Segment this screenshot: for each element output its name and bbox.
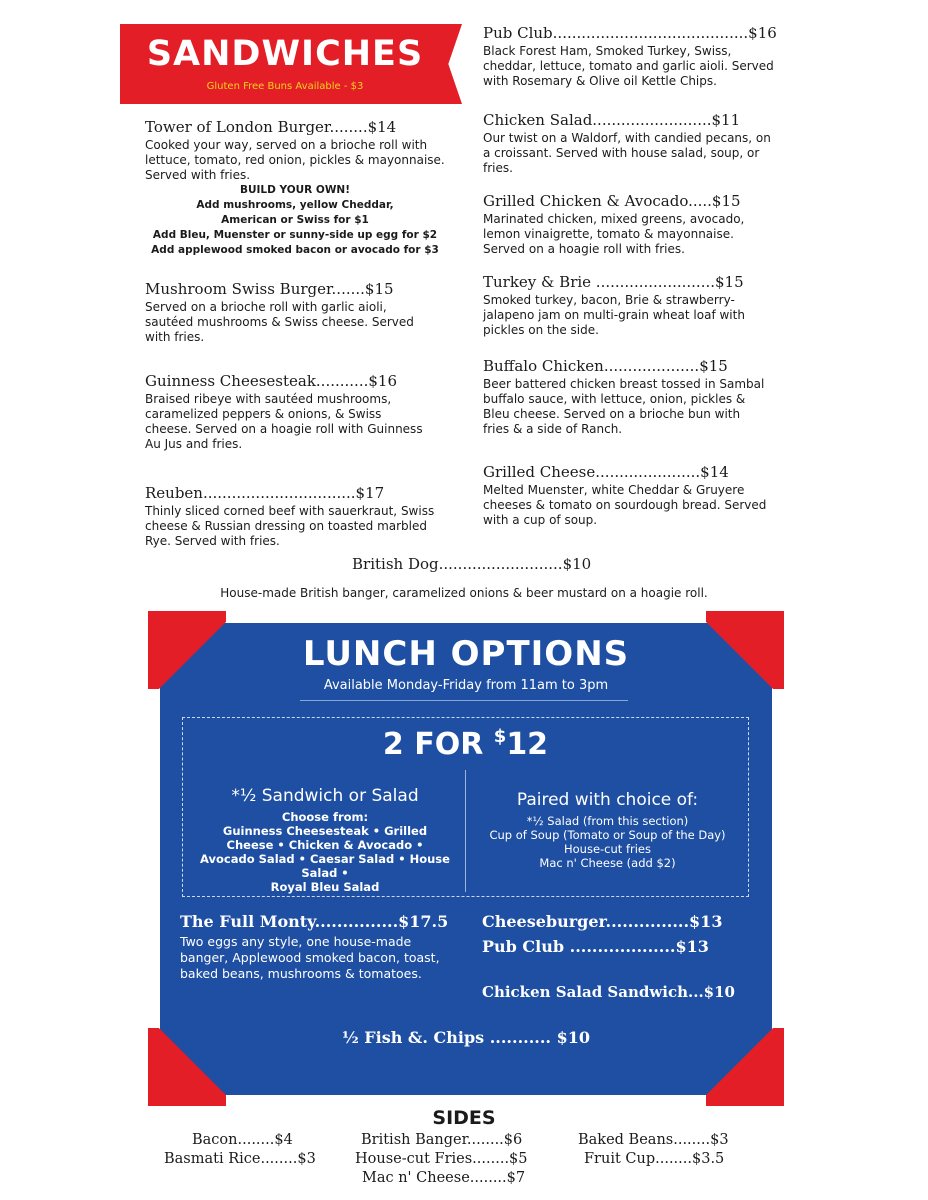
sandwiches-subtitle: Gluten Free Buns Available - $3 [206, 81, 364, 92]
lunch-title: LUNCH OPTIONS [302, 634, 630, 674]
menu-item-grilled-chicken-avocado [483, 192, 778, 257]
side-item: Basmati Rice........$3 [164, 1151, 316, 1167]
item-heading: Tower of London Burger........$14 [145, 118, 397, 136]
side-item: Fruit Cup........$3.5 [584, 1151, 725, 1167]
deal-left-line: Salad • [301, 866, 349, 880]
item-heading: Guinness Cheesesteak...........$16 [145, 372, 397, 390]
item-description: Smoked turkey, bacon, Brie & strawberry-jalapeno jam on multi-grain wheat loaf with pickles on the side. [483, 293, 745, 337]
side-item: Baked Beans........$3 [578, 1132, 729, 1148]
item-heading: Cheeseburger...............$13 [482, 912, 723, 931]
build-your-own-line: Add mushrooms, yellow Cheddar, [196, 199, 394, 211]
menu-item-full-monty [180, 912, 449, 982]
item-heading: British Dog..........................$10 [352, 555, 592, 573]
build-your-own-title: BUILD YOUR OWN! [239, 184, 350, 196]
item-description: Thinly sliced corned beef with sauerkraut, Swiss cheese & Russian dressing on toasted marbled Rye. Served with fries. [145, 504, 435, 548]
deal-left-title: *½ Sandwich or Salad [231, 786, 419, 806]
item-heading: Mushroom Swiss Burger.......$15 [145, 280, 394, 298]
item-heading: Reuben................................$17 [145, 484, 385, 502]
deal-right-title: Paired with choice of: [516, 790, 699, 810]
sides-title: SIDES [432, 1107, 496, 1129]
item-description: Melted Muenster, white Cheddar & Gruyere cheeses & tomato on sourdough bread. Served with a cup of soup. [483, 483, 767, 527]
item-heading: Buffalo Chicken....................$15 [483, 357, 728, 375]
deal-left-line: Royal Bleu Salad [270, 880, 380, 894]
menu-item-chicken-salad [483, 111, 778, 176]
deal-left-line: Avocado Salad • Caesar Salad • House [200, 852, 450, 866]
item-description: Beer battered chicken breast tossed in Sambal buffalo sauce, with lettuce, onion, pickles & Bleu cheese. Served on a brioche bun with fries & a side of Ranch. [483, 377, 765, 436]
lunch-subtitle: Available Monday-Friday from 11am to 3pm [323, 678, 609, 693]
menu-item-chicken-salad-sandwich [482, 983, 735, 1001]
deal-left-line: Cheese • Chicken & Avocado • [226, 838, 424, 852]
item-heading: Pub Club ...................$13 [482, 937, 709, 956]
item-description: Cooked your way, served on a brioche roll with lettuce, tomato, red onion, pickles & mayonnaise. Served with fries. [145, 138, 445, 182]
menu-item-grilled-cheese [483, 463, 773, 528]
deal-dollar-sign: $ [493, 726, 507, 747]
side-item: British Banger........$6 [361, 1132, 523, 1148]
item-heading: The Full Monty...............$17.5 [180, 912, 449, 931]
menu-item-buffalo-chicken [483, 357, 768, 437]
sandwiches-title: SANDWICHES [146, 34, 424, 74]
menu-item-reuben [145, 484, 435, 549]
side-item: House-cut Fries........$5 [355, 1151, 528, 1167]
build-your-own-line: American or Swiss for $1 [221, 214, 369, 226]
side-item: Mac n' Cheese........$7 [362, 1170, 526, 1186]
deal-divider [465, 770, 466, 892]
menu-item-guinness-cheesesteak [145, 372, 430, 452]
item-heading: Grilled Cheese......................$14 [483, 463, 729, 481]
menu-item-pub-club [483, 24, 783, 89]
deal-right-column [470, 790, 745, 870]
menu-item-mushroom-swiss-burger [145, 280, 430, 345]
deal-amount: 12 [506, 727, 549, 762]
menu-item-fish-chips [160, 1028, 772, 1047]
item-heading: Grilled Chicken & Avocado.....$15 [483, 192, 741, 210]
deal-right-line: House-cut fries [563, 842, 651, 856]
deal-right-line: *½ Salad (from this section) [526, 814, 689, 828]
deal-right-line: Mac n' Cheese (add $2) [539, 856, 676, 870]
deal-prefix: 2 FOR [382, 727, 494, 762]
item-description: Served on a brioche roll with garlic aioli, sautéed mushrooms & Swiss cheese. Served with fries. [145, 300, 414, 344]
item-heading: Turkey & Brie .........................$15 [483, 273, 744, 291]
deal-right-line: Cup of Soup (Tomato or Soup of the Day) [489, 828, 726, 842]
deal-title [182, 726, 749, 762]
item-description: Two eggs any style, one house-made banger, Applewood smoked bacon, toast, baked beans, mushrooms & tomatoes. [180, 934, 440, 981]
item-description: Marinated chicken, mixed greens, avocado, lemon vinaigrette, tomato & mayonnaise. Served on a hoagie roll with fries. [483, 212, 745, 256]
menu-item-cheeseburger [482, 912, 722, 931]
item-heading: Chicken Salad Sandwich...$10 [482, 983, 735, 1001]
item-heading: ½ Fish &. Chips ........... $10 [342, 1028, 590, 1047]
build-your-own-line: Add Bleu, Muenster or sunny-side up egg for $2 [152, 229, 438, 241]
deal-left-line: Guinness Cheesesteak • Grilled [222, 824, 428, 838]
divider [300, 700, 628, 701]
british-dog-description: House-made British banger, caramelized onions & beer mustard on a hoagie roll. [220, 586, 708, 600]
menu-item-tower-of-london-burger [145, 118, 445, 258]
menu-item-pub-club-lunch [482, 937, 709, 956]
menu-item-british-dog [352, 555, 591, 573]
item-description: Our twist on a Waldorf, with candied pecans, on a croissant. Served with house salad, soup, or fries. [483, 131, 771, 175]
item-description: Black Forest Ham, Smoked Turkey, Swiss, cheddar, lettuce, tomato and garlic aioli. Served with Rosemary & Olive oil Kettle Chips. [483, 44, 774, 88]
build-your-own-line: Add applewood smoked bacon or avocado for $3 [151, 244, 439, 256]
deal-left-column [200, 786, 450, 894]
item-heading: Chicken Salad.........................$11 [483, 111, 741, 129]
deal-left-line: Choose from: [281, 810, 369, 824]
item-heading: Pub Club.........................................$16 [483, 24, 777, 42]
side-item: Bacon........$4 [192, 1132, 293, 1148]
menu-item-turkey-brie [483, 273, 773, 338]
item-description: Braised ribeye with sautéed mushrooms, caramelized peppers & onions, & Swiss cheese. Served on a hoagie roll with Guinness Au Jus and fries. [145, 392, 423, 451]
